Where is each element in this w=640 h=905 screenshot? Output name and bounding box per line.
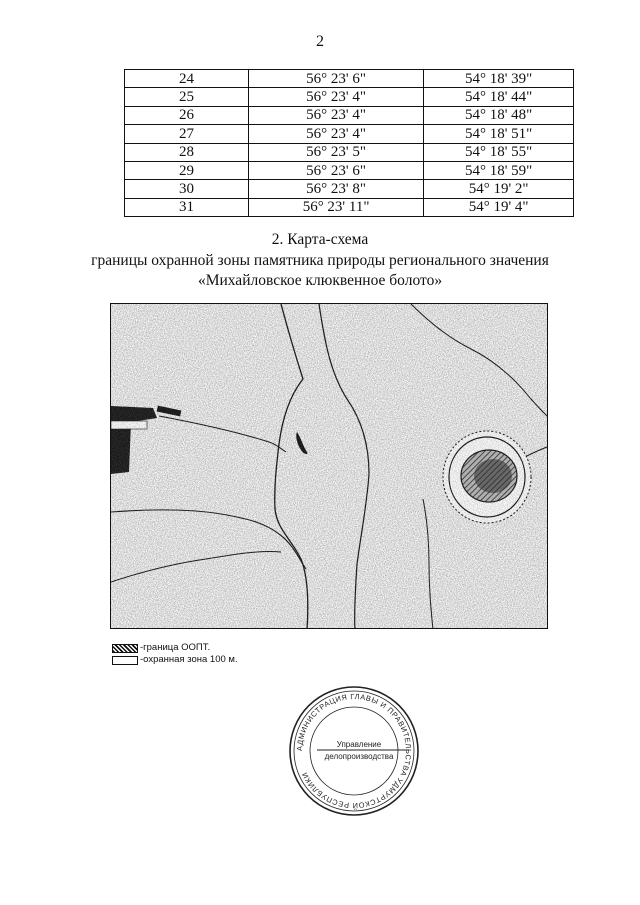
latitude-cell: 56° 23' 11" — [248, 198, 423, 216]
coordinate-row — [125, 143, 574, 161]
coordinate-row — [125, 180, 574, 198]
legend-label: -охранная зона 100 м. — [140, 654, 238, 665]
point-number-cell: 30 — [125, 180, 249, 198]
point-number-cell: 27 — [125, 125, 249, 143]
point-number-cell: 25 — [125, 88, 249, 106]
hatch-swatch — [112, 644, 138, 653]
stamp-line2: делопроизводства — [324, 752, 394, 761]
longitude-cell: 54° 18' 51" — [424, 125, 574, 143]
coordinate-row — [125, 125, 574, 143]
coordinate-row — [125, 70, 574, 88]
blank-swatch — [112, 656, 138, 665]
longitude-cell: 54° 18' 59" — [424, 161, 574, 179]
section-object-name: «Михайловское клюквенное болото» — [197, 272, 443, 289]
latitude-cell: 56° 23' 4" — [248, 88, 423, 106]
coordinate-row — [125, 88, 574, 106]
latitude-cell: 56° 23' 4" — [248, 106, 423, 124]
point-number-cell: 29 — [125, 161, 249, 179]
page-number: 2 — [316, 33, 324, 50]
longitude-cell: 54° 18' 55" — [424, 143, 574, 161]
longitude-cell: 54° 19' 4" — [424, 198, 574, 216]
latitude-cell: 56° 23' 6" — [248, 161, 423, 179]
map-drawing — [111, 304, 548, 629]
official-stamp-seal — [287, 684, 421, 818]
longitude-cell: 54° 18' 48" — [424, 106, 574, 124]
stamp-line1: Управление — [336, 740, 382, 749]
map-scheme — [110, 303, 548, 629]
point-number-cell: 26 — [125, 106, 249, 124]
coordinate-row — [125, 161, 574, 179]
coordinates-table — [124, 69, 574, 217]
section-title: 2. Карта-схема — [271, 231, 369, 248]
coordinate-row — [125, 198, 574, 216]
latitude-cell: 56° 23' 4" — [248, 125, 423, 143]
stamp-ring-text: АДМИНИСТРАЦИЯ ГЛАВЫ И ПРАВИТЕЛЬСТВА УДМУРТСКОЙ РЕСПУБЛИКИ — [294, 691, 414, 811]
section-subtitle: границы охранной зоны памятника природы регионального значения — [91, 252, 549, 269]
latitude-cell: 56° 23' 5" — [248, 143, 423, 161]
point-number-cell: 28 — [125, 143, 249, 161]
latitude-cell: 56° 23' 6" — [248, 70, 423, 88]
longitude-cell: 54° 18' 39" — [424, 70, 574, 88]
point-number-cell: 31 — [125, 198, 249, 216]
point-number-cell: 24 — [125, 70, 249, 88]
longitude-cell: 54° 18' 44" — [424, 88, 574, 106]
latitude-cell: 56° 23' 8" — [248, 180, 423, 198]
coordinate-row — [125, 106, 574, 124]
legend-label: -граница ООПТ. — [140, 642, 211, 653]
longitude-cell: 54° 19' 2" — [424, 180, 574, 198]
svg-text:АДМИНИСТРАЦИЯ ГЛАВЫ И ПРАВИТЕЛ — [295, 692, 413, 810]
